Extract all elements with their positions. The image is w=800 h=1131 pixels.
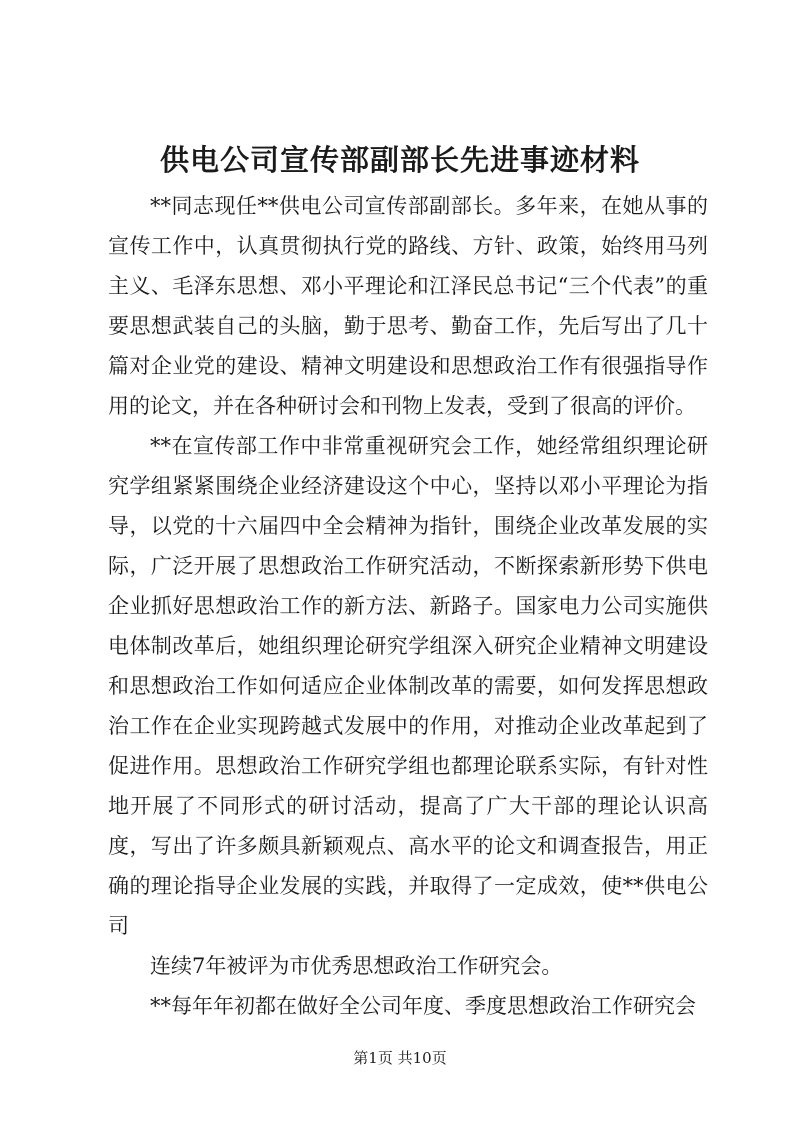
paragraph-2: **在宣传部工作中非常重视研究会工作，她经常组织理论研究学组紧紧围绕企业经济建设这个中心，坚持以邓小平理论为指导，以党的十六届四中全会精神为指针，围绕企业改革发展的实际，广泛开展了思想政治工作研究活动，不断探索新形势下供电企业抓好思想政治工作的新方法、新路子。国家电力公司实施供电体制改革后，她组织理论研究学组深入研究企业精神文明建设和思想政治工作如何适应企业体制改革的需要，如何发挥思想政治工作在企业实现跨越式发展中的作用，对推动企业改革起到了促进作用。思想政治工作研究学组也都理论联系实际，有针对性地开展了不同形式的研讨活动，提高了广大干部的理论认识高度，写出了许多颇具新颖观点、高水平的论文和调查报告，用正确的理论指导企业发展的实践，并取得了一定成效，使**供电公司: [108, 434, 708, 938]
document-body: [108, 186, 708, 1026]
paragraph-1: **同志现任**供电公司宣传部副部长。多年来，在她从事的宣传工作中，认真贯彻执行党的路线、方针、政策，始终用马列主义、毛泽东思想、邓小平理论和江泽民总书记“三个代表”的重要思想武装自己的头脑，勤于思考、勤奋工作，先后写出了几十篇对企业党的建设、精神文明建设和思想政治工作有很强指导作用的论文，并在各种研讨会和刊物上发表，受到了很高的评价。: [108, 194, 708, 418]
document-title: 供电公司宣传部副部长先进事迹材料: [159, 143, 640, 177]
page-number-footer: 第1页 共10页: [353, 1049, 447, 1067]
paragraph-3: 连续7年被评为市优秀思想政治工作研究会。: [150, 954, 563, 978]
paragraph-4: **每年年初都在做好全公司年度、季度思想政治工作研究会: [150, 994, 696, 1018]
